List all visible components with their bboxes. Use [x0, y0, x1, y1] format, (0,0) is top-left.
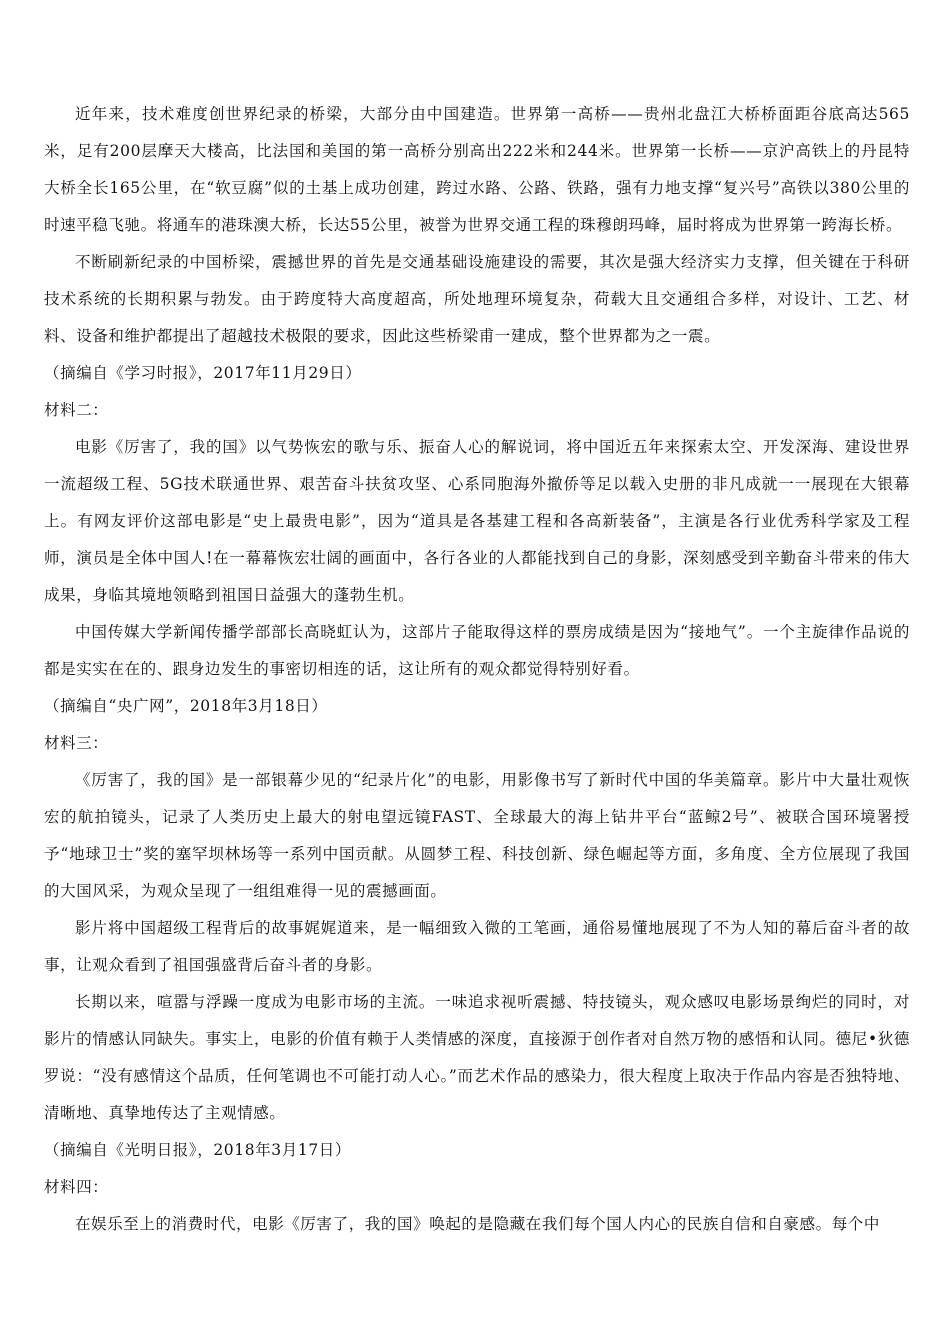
- paragraph-documentary-style: 《厉害了，我的国》是一部银幕少见的“纪录片化”的电影，用影像书写了新时代中国的华美篇章。影片中大量壮观恢宏的航拍镜头，记录了人类历史上最大的射电望远镜FAST、全球最大的海上钻井平台“蓝鲸2号”、被联合国环境署授予“地球卫士”奖的塞罕坝林场等一系列中国贡献。从圆梦工程、科技创新、绿色崛起等方面，多角度、全方位展现了我国的大国风采，为观众呈现了一组组难得一见的震撼画面。: [44, 771, 910, 900]
- paragraph-emotion-value: 长期以来，喧嚣与浮躁一度成为电影市场的主流。一味追求视听震撼、特技镜头，观众感叹电影场景绚烂的同时，对影片的情感认同缺失。事实上，电影的价值有赖于人类情感的深度，直接源于创作者对自然万物的感悟和认同。德尼•狄德罗说：“没有感情这个品质，任何笔调也不可能打动人心。”而艺术作品的感染力，很大程度上取决于作品内容是否独特地、清晰地、真挚地传达了主观情感。: [44, 993, 910, 1122]
- document-page: [44, 96, 910, 1243]
- paragraph-bridges-analysis: 不断刷新纪录的中国桥梁，震撼世界的首先是交通基础设施建设的需要，其次是强大经济实力支撑，但关键在于科研技术系统的长期积累与勃发。由于跨度特大高度超高，所处地理环境复杂，荷载大且交通组合多样，对设计、工艺、材料、设备和维护都提出了超越技术极限的要求，因此这些桥梁甫一建成，整个世界都为之一震。: [44, 253, 910, 345]
- material-label-2: 材料二：: [44, 401, 109, 419]
- paragraph-expert-opinion: 中国传媒大学新闻传播学部部长高晓虹认为，这部片子能取得这样的票房成绩是因为“接地气”。一个主旋律作品说的都是实实在在的、跟身边发生的事密切相连的话，这让所有的观众都觉得特别好看。: [44, 623, 910, 678]
- material-label-3: 材料三：: [44, 734, 109, 752]
- source-citation-3: （摘编自《光明日报》，2018年3月17日）: [44, 1141, 351, 1159]
- material-label-4: 材料四：: [44, 1178, 109, 1196]
- paragraph-national-pride: 在娱乐至上的消费时代，电影《厉害了，我的国》唤起的是隐藏在我们每个国人内心的民族自信和自豪感。每个中: [75, 1215, 881, 1233]
- source-citation-2: （摘编自“央广网”，2018年3月18日）: [44, 697, 328, 715]
- paragraph-film-overview: 电影《厉害了，我的国》以气势恢宏的歌与乐、振奋人心的解说词，将中国近五年来探索太空、开发深海、建设世界一流超级工程、5G技术联通世界、艰苦奋斗扶贫攻坚、心系同胞海外撤侨等足以载入史册的非凡成就一一展现在大银幕上。有网友评价这部电影是“史上最贵电影”，因为“道具是各基建工程和各高新装备”，主演是各行业优秀科学家及工程师，演员是全体中国人!在一幕幕恢宏壮阔的画面中，各行各业的人都能找到自己的身影，深刻感受到辛勤奋斗带来的伟大成果，身临其境地领略到祖国日益强大的蓬勃生机。: [44, 438, 910, 604]
- paragraph-story-behind: 影片将中国超级工程背后的故事娓娓道来，是一幅细致入微的工笔画，通俗易懂地展现了不为人知的幕后奋斗者的故事，让观众看到了祖国强盛背后奋斗者的身影。: [44, 919, 910, 974]
- paragraph-bridges-records: 近年来，技术难度创世界纪录的桥梁，大部分由中国建造。世界第一高桥——贵州北盘江大桥桥面距谷底高达565米，足有200层摩天大楼高，比法国和美国的第一高桥分别高出222米和244米。世界第一长桥——京沪高铁上的丹昆特大桥全长165公里，在“软豆腐”似的土基上成功创建，跨过水路、公路、铁路，强有力地支撑“复兴号”高铁以380公里的时速平稳飞驰。将通车的港珠澳大桥，长达55公里，被誉为世界交通工程的珠穆朗玛峰，届时将成为世界第一跨海长桥。: [44, 105, 910, 234]
- source-citation-1: （摘编自《学习时报》，2017年11月29日）: [44, 364, 362, 382]
